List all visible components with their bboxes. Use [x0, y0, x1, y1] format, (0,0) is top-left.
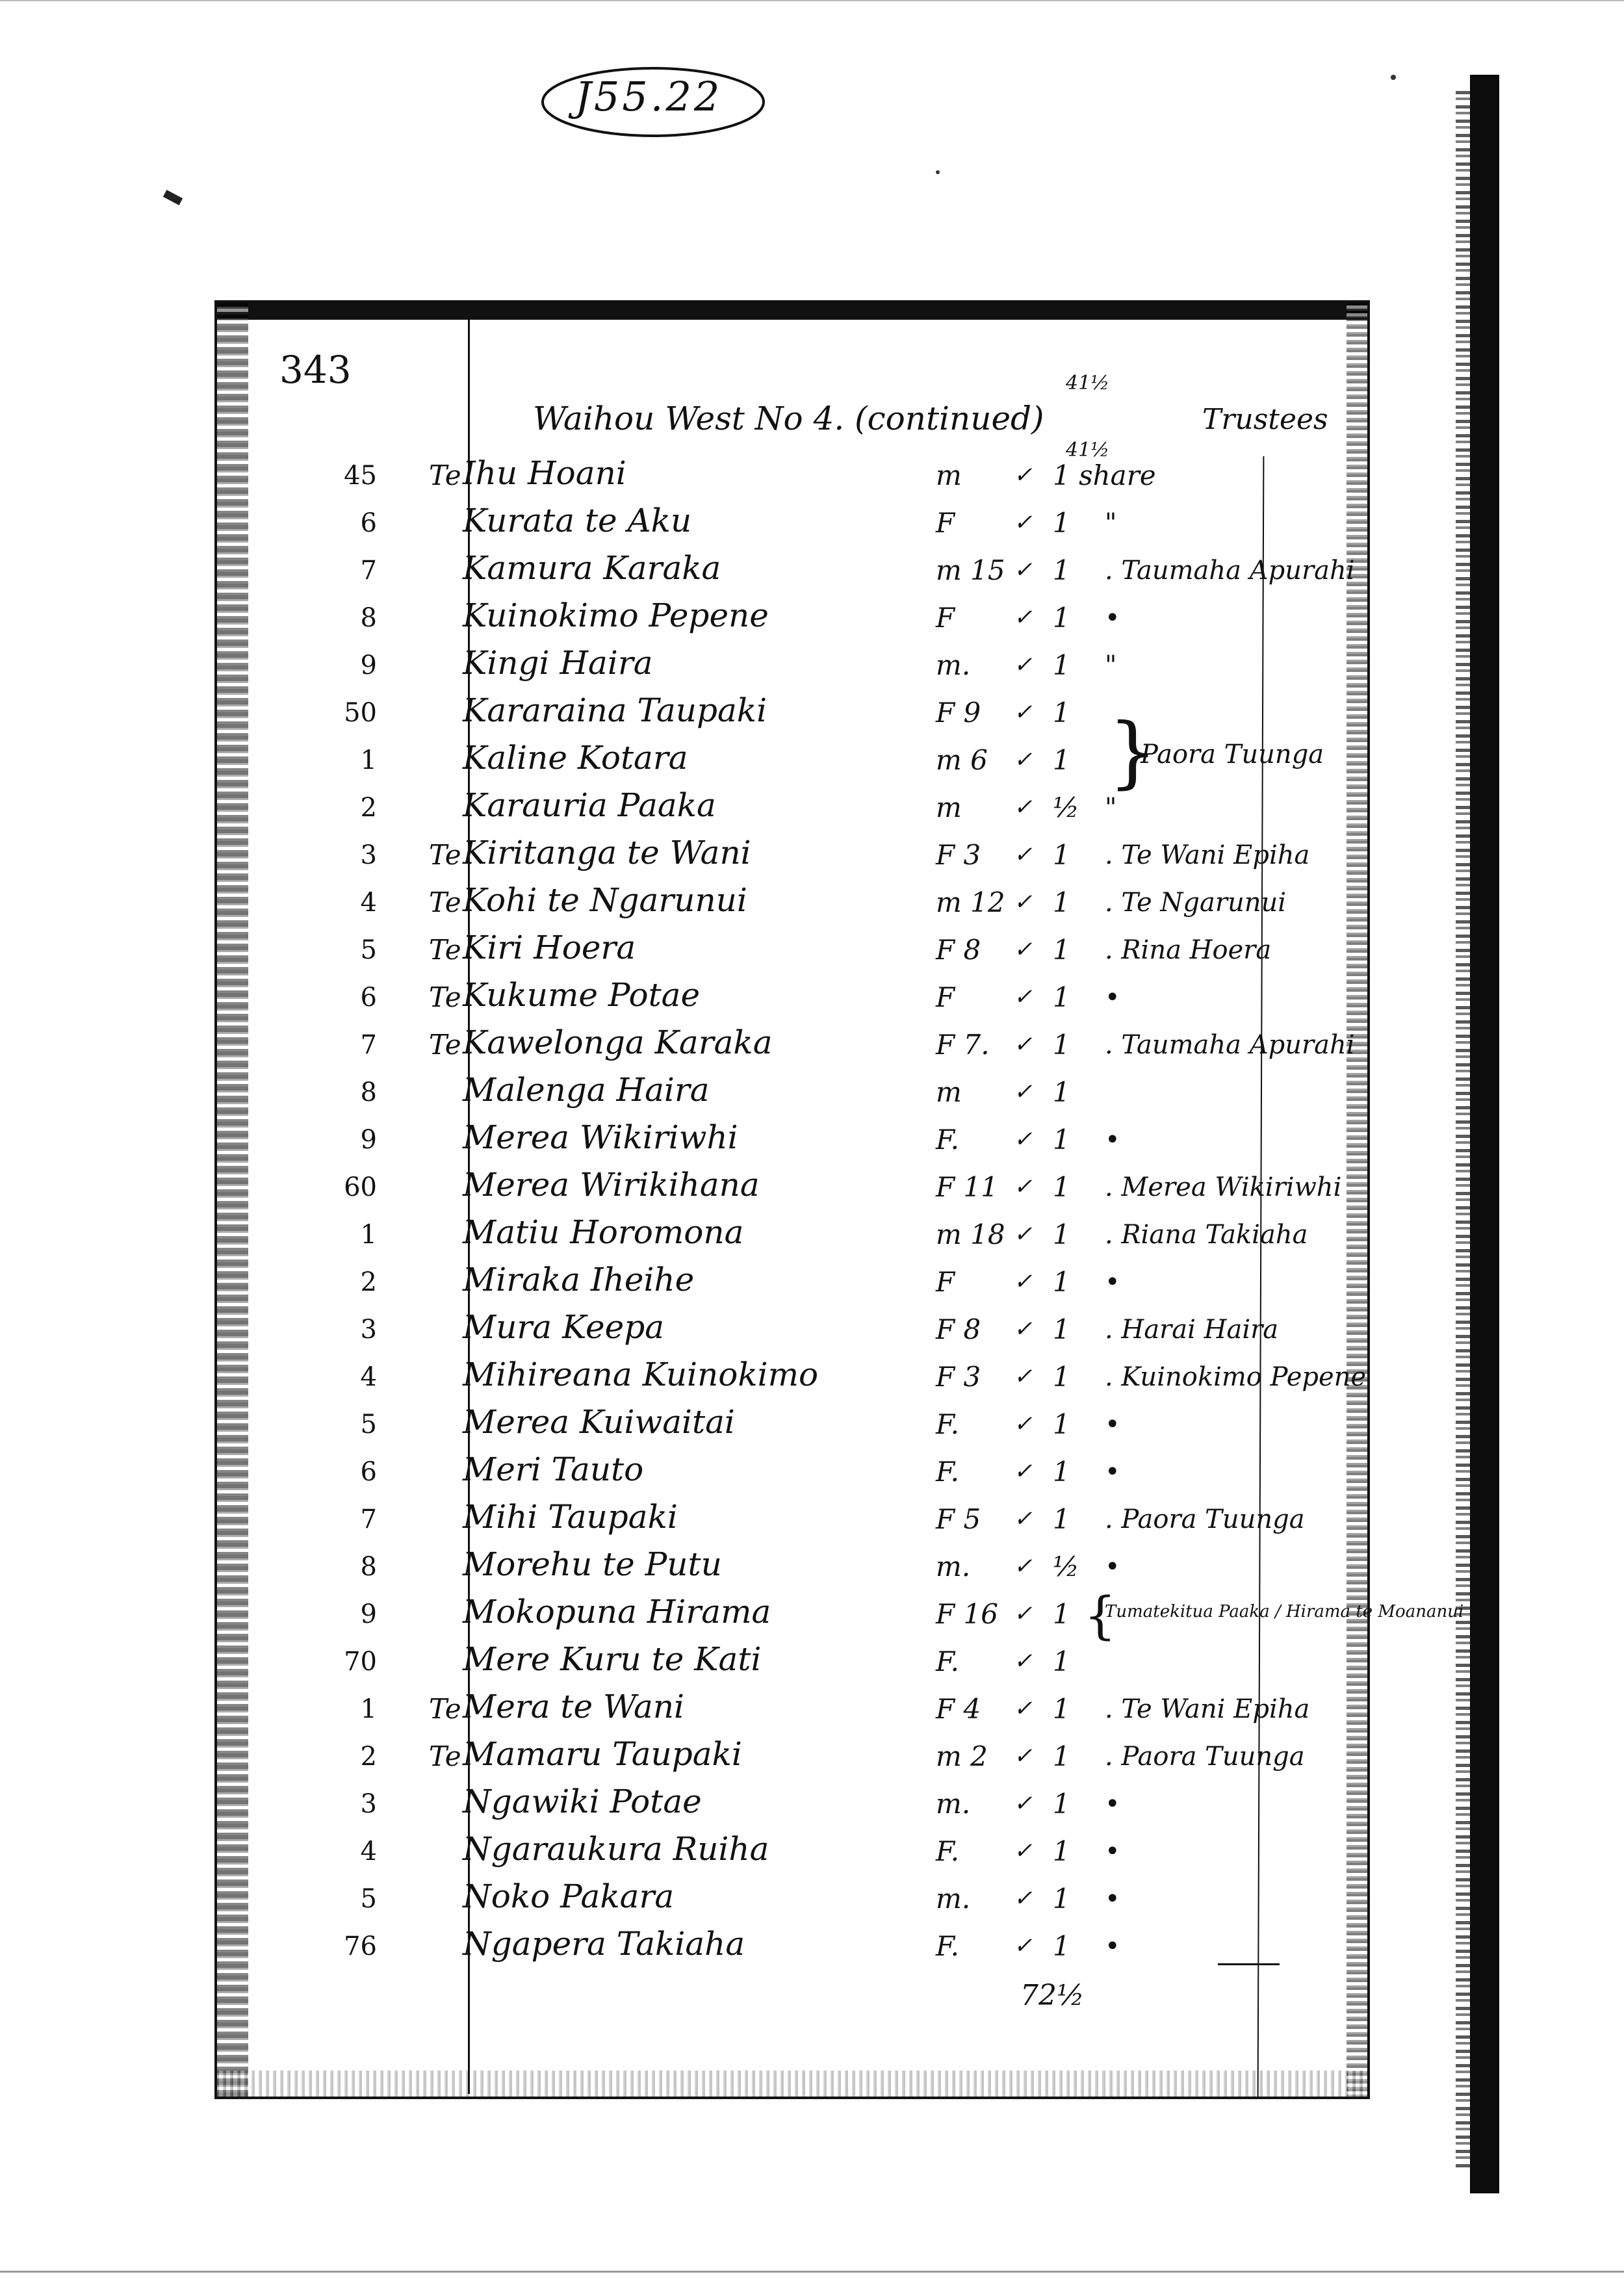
share-value: 1 — [1053, 1408, 1070, 1440]
share-value: 1 — [1053, 1503, 1070, 1535]
check-mark: ✓ — [1014, 1601, 1033, 1627]
owner-name: Malenga Haira — [463, 1071, 710, 1109]
table-row — [0, 879, 1624, 924]
share-value: 1 — [1053, 1456, 1070, 1488]
trustee-name: . Te Ngarunui — [1105, 888, 1287, 918]
name-prefix: Te — [429, 981, 461, 1013]
trustee-name: • — [1105, 983, 1120, 1013]
name-prefix: Te — [429, 1693, 461, 1725]
share-value: 1 — [1053, 1930, 1070, 1962]
sex-age: F 9 — [936, 697, 981, 729]
table-row — [0, 1495, 1624, 1541]
trustee-name: • — [1105, 1267, 1120, 1297]
check-mark: ✓ — [1014, 1933, 1033, 1959]
entry-number: 3 — [360, 1315, 377, 1345]
table-row — [0, 499, 1624, 545]
check-mark: ✓ — [1014, 1790, 1033, 1816]
owner-name: Karauria Paaka — [463, 786, 716, 824]
share-value: 1 — [1053, 1029, 1070, 1061]
table-row — [0, 1590, 1624, 1636]
table-row — [0, 1353, 1624, 1399]
share-value: ½ — [1053, 792, 1079, 823]
sex-age: F 3 — [936, 839, 981, 871]
owner-name: Meri Tauto — [463, 1451, 644, 1488]
scan-top-edge — [0, 0, 1624, 1]
entry-number: 7 — [360, 1030, 377, 1060]
sex-age: F 4 — [936, 1693, 981, 1725]
entry-number: 4 — [360, 1837, 377, 1866]
check-mark: ✓ — [1014, 1126, 1033, 1152]
entry-number: 2 — [360, 1742, 377, 1772]
share-value: 1 — [1053, 1740, 1070, 1772]
owner-name: Ngapera Takiaha — [463, 1925, 745, 1963]
sex-age: F — [936, 981, 955, 1013]
trustee-name: • — [1105, 1125, 1120, 1155]
owner-name: Mamaru Taupaki — [463, 1735, 742, 1773]
sex-age: m — [936, 459, 962, 491]
share-value: 1 — [1053, 1171, 1070, 1203]
sex-age: F 11 — [936, 1171, 998, 1203]
share-value: 1 — [1053, 1124, 1070, 1155]
share-value: ½ — [1053, 1551, 1079, 1582]
trustee-name: . Rina Hoera — [1105, 935, 1272, 965]
entry-number: 1 — [360, 1694, 377, 1724]
entry-number: 4 — [360, 888, 377, 918]
table-row — [0, 1068, 1624, 1114]
owner-name: Mura Keepa — [463, 1308, 665, 1346]
entry-number: 6 — [360, 1457, 377, 1487]
sex-age: F. — [936, 1124, 959, 1155]
check-mark: ✓ — [1014, 1316, 1033, 1342]
entry-number: 70 — [344, 1647, 377, 1677]
trustee-name: . Kuinokimo Pepene — [1105, 1362, 1367, 1392]
trustee-name: . Merea Wikiriwhi — [1105, 1172, 1342, 1202]
share-value: 1 — [1053, 649, 1070, 681]
owner-name: Kurata te Aku — [463, 502, 692, 539]
share-value: 1 — [1053, 1266, 1070, 1298]
owner-name: Merea Kuiwaitai — [463, 1403, 735, 1441]
table-row — [0, 784, 1624, 829]
table-row — [0, 974, 1624, 1019]
share-value: 1 — [1053, 1693, 1070, 1725]
trustee-name: • — [1105, 1931, 1120, 1961]
sex-age: m. — [936, 1788, 971, 1820]
table-row — [0, 1875, 1624, 1920]
entry-number: 76 — [344, 1931, 377, 1961]
sex-age: m 18 — [936, 1219, 1005, 1250]
trustee-name: • — [1105, 1552, 1120, 1582]
table-row — [0, 1258, 1624, 1304]
check-mark: ✓ — [1014, 1648, 1033, 1674]
page-heading: Waihou West No 4. (continued) — [533, 400, 1044, 437]
share-value: 1 — [1053, 1219, 1070, 1250]
table-row — [0, 547, 1624, 592]
share-note-top: 41½ — [1066, 372, 1110, 394]
check-mark: ✓ — [1014, 1553, 1033, 1579]
name-prefix: Te — [429, 1740, 461, 1772]
table-row — [0, 1827, 1624, 1873]
owner-name: Ngaraukura Ruiha — [463, 1830, 769, 1868]
table-row — [0, 736, 1624, 782]
owner-name: Mere Kuru te Kati — [463, 1640, 762, 1678]
share-value: 1 — [1053, 1598, 1070, 1630]
share-value: 1 — [1053, 1076, 1070, 1108]
stray-dot — [936, 170, 940, 174]
owner-name: Ngawiki Potae — [463, 1783, 702, 1820]
check-mark: ✓ — [1014, 1221, 1033, 1247]
table-row — [0, 1543, 1624, 1588]
owner-name: Miraka Iheihe — [463, 1261, 695, 1298]
share-value: 1 — [1053, 697, 1070, 729]
trustees-heading: Trustees — [1202, 403, 1328, 436]
entry-number: 3 — [360, 1789, 377, 1819]
table-row — [0, 452, 1624, 497]
sex-age: F. — [936, 1930, 959, 1962]
sex-age: m. — [936, 1883, 971, 1915]
stray-mark — [163, 190, 183, 205]
name-prefix: Te — [429, 839, 461, 871]
owner-name: Merea Wikiriwhi — [463, 1118, 738, 1156]
check-mark: ✓ — [1014, 604, 1033, 630]
check-mark: ✓ — [1014, 842, 1033, 868]
share-value: 1 — [1053, 934, 1070, 966]
entry-number: 8 — [360, 1078, 377, 1107]
entry-number: 7 — [360, 556, 377, 586]
entry-number: 5 — [360, 1410, 377, 1439]
share-note-sub: 41½ — [1066, 439, 1110, 461]
name-prefix: Te — [429, 1029, 461, 1061]
table-row — [0, 689, 1624, 734]
owner-name: Kuinokimo Pepene — [463, 597, 769, 634]
entry-number: 2 — [360, 1267, 377, 1297]
share-value: 1 — [1053, 1788, 1070, 1820]
trustee-name: " — [1105, 651, 1117, 680]
check-mark: ✓ — [1014, 889, 1033, 915]
table-row — [0, 1733, 1624, 1778]
owner-name: Mokopuna Hirama — [463, 1593, 771, 1631]
trustee-name: . Paora Tuunga — [1105, 1742, 1305, 1772]
stray-dot — [1391, 75, 1396, 80]
trustee-name: . Te Wani Epiha — [1105, 1694, 1310, 1724]
share-value: 1 — [1053, 1646, 1070, 1677]
sex-age: m — [936, 1076, 962, 1108]
share-value: 1 — [1053, 1835, 1070, 1867]
owner-name: Kiritanga te Wani — [463, 834, 751, 871]
page-number: 343 — [279, 348, 352, 392]
entry-number: 2 — [360, 793, 377, 823]
sex-age: F 16 — [936, 1598, 998, 1630]
entry-number: 8 — [360, 1552, 377, 1582]
table-row — [0, 1922, 1624, 1968]
sex-age: F 3 — [936, 1361, 981, 1393]
check-mark: ✓ — [1014, 1506, 1033, 1532]
trustee-brace: } — [1108, 707, 1158, 797]
entry-number: 45 — [344, 461, 377, 491]
table-row — [0, 1448, 1624, 1493]
check-mark: ✓ — [1014, 794, 1033, 820]
check-mark: ✓ — [1014, 1079, 1033, 1105]
table-row — [0, 1401, 1624, 1446]
trustee-name: • — [1105, 1457, 1120, 1487]
check-mark: ✓ — [1014, 510, 1033, 536]
check-mark: ✓ — [1014, 1696, 1033, 1722]
trustee-name: Tumatekitua Paaka / Hirama te Moananui — [1105, 1602, 1464, 1621]
name-prefix: Te — [429, 886, 461, 918]
trustee-name: . Paora Tuunga — [1105, 1504, 1305, 1534]
scan-bottom-edge — [0, 2271, 1624, 2273]
trustee-name: . Taumaha Apurahi — [1105, 1030, 1355, 1060]
owner-name: Mera te Wani — [463, 1688, 685, 1725]
entry-number: 6 — [360, 508, 377, 538]
owner-name: Kaline Kotara — [463, 739, 688, 777]
owner-name: Morehu te Putu — [463, 1545, 722, 1583]
trustee-name: • — [1105, 603, 1120, 633]
ledger-top-border — [217, 303, 1367, 320]
sex-age: F. — [936, 1408, 959, 1440]
check-mark: ✓ — [1014, 1458, 1033, 1484]
entry-number: 60 — [344, 1172, 377, 1202]
sex-age: F — [936, 1266, 955, 1298]
owner-name: Noko Pakara — [463, 1878, 675, 1915]
check-mark: ✓ — [1014, 1269, 1033, 1295]
owner-name: Matiu Horomona — [463, 1213, 744, 1251]
trustee-name: • — [1105, 1837, 1120, 1866]
sex-age: m. — [936, 649, 971, 681]
share-total: 72½ — [1020, 1979, 1085, 2012]
table-row — [0, 594, 1624, 639]
sex-age: F. — [936, 1646, 959, 1677]
owner-name: Kingi Haira — [463, 644, 653, 682]
share-value: 1 — [1053, 886, 1070, 918]
owner-name: Kohi te Ngarunui — [463, 881, 747, 919]
trustee-name: • — [1105, 1884, 1120, 1914]
owner-name: Mihi Taupaki — [463, 1498, 678, 1536]
sex-age: m. — [936, 1551, 971, 1582]
sex-age: F 8 — [936, 1313, 981, 1345]
check-mark: ✓ — [1014, 1031, 1033, 1057]
share-value: 1 share — [1053, 459, 1156, 491]
entry-number: 4 — [360, 1362, 377, 1392]
brace-trustee-label: Paora Tuunga — [1141, 740, 1324, 769]
table-row — [0, 831, 1624, 877]
name-prefix: Te — [429, 459, 461, 491]
entry-number: 1 — [360, 745, 377, 775]
entry-number: 5 — [360, 935, 377, 965]
owner-name: Kararaina Taupaki — [463, 691, 767, 729]
table-row — [0, 1638, 1624, 1683]
entry-number: 9 — [360, 651, 377, 680]
entry-number: 9 — [360, 1125, 377, 1155]
table-row — [0, 926, 1624, 972]
check-mark: ✓ — [1014, 462, 1033, 488]
share-value: 1 — [1053, 602, 1070, 634]
share-value: 1 — [1053, 1313, 1070, 1345]
check-mark: ✓ — [1014, 1174, 1033, 1200]
sex-age: m — [936, 792, 962, 823]
check-mark: ✓ — [1014, 652, 1033, 678]
sex-age: F 7. — [936, 1029, 990, 1061]
table-row — [0, 1211, 1624, 1256]
check-mark: ✓ — [1014, 699, 1033, 725]
trustee-name: " — [1105, 508, 1117, 538]
trustee-name: " — [1105, 793, 1117, 823]
check-mark: ✓ — [1014, 984, 1033, 1010]
owner-name: Kukume Potae — [463, 976, 701, 1014]
reference-number: J55.22 — [575, 73, 723, 120]
trustee-name: . Riana Takiaha — [1105, 1220, 1308, 1250]
share-value: 1 — [1053, 1883, 1070, 1915]
entry-number: 1 — [360, 1220, 377, 1250]
share-value: 1 — [1053, 507, 1070, 539]
share-value: 1 — [1053, 1361, 1070, 1393]
table-row — [0, 1780, 1624, 1826]
entry-number: 5 — [360, 1884, 377, 1914]
sex-age: F — [936, 507, 955, 539]
owner-name: Kamura Karaka — [463, 549, 721, 587]
owner-name: Ihu Hoani — [463, 454, 626, 492]
check-mark: ✓ — [1014, 1885, 1033, 1911]
sex-age: m 2 — [936, 1740, 988, 1772]
share-value: 1 — [1053, 554, 1070, 586]
owner-name: Kawelonga Karaka — [463, 1024, 773, 1061]
trustee-brace-small: { — [1084, 1587, 1116, 1646]
ledger-bottom-noise — [217, 2071, 1367, 2097]
table-row — [0, 1306, 1624, 1351]
owner-name: Merea Wirikihana — [463, 1166, 760, 1204]
table-row — [0, 1163, 1624, 1209]
sex-age: m 12 — [936, 886, 1005, 918]
entry-number: 6 — [360, 983, 377, 1013]
entry-number: 7 — [360, 1504, 377, 1534]
entry-number: 9 — [360, 1599, 377, 1629]
trustee-name: . Taumaha Apurahi — [1105, 556, 1355, 586]
trustee-name: • — [1105, 1789, 1120, 1819]
check-mark: ✓ — [1014, 936, 1033, 962]
trustee-name: . Harai Haira — [1105, 1315, 1279, 1345]
check-mark: ✓ — [1014, 1838, 1033, 1864]
sex-age: F. — [936, 1835, 959, 1867]
sex-age: m 6 — [936, 744, 988, 776]
name-prefix: Te — [429, 934, 461, 966]
entry-number: 3 — [360, 840, 377, 870]
owner-name: Mihireana Kuinokimo — [463, 1356, 819, 1393]
sex-age: m 15 — [936, 554, 1005, 586]
check-mark: ✓ — [1014, 1363, 1033, 1389]
trustee-name: • — [1105, 1410, 1120, 1439]
sex-age: F. — [936, 1456, 959, 1488]
check-mark: ✓ — [1014, 747, 1033, 773]
table-row — [0, 1685, 1624, 1731]
table-row — [0, 641, 1624, 687]
check-mark: ✓ — [1014, 1743, 1033, 1769]
sex-age: F — [936, 602, 955, 634]
trustee-name: . Te Wani Epiha — [1105, 840, 1310, 870]
table-row — [0, 1021, 1624, 1066]
entry-number: 50 — [344, 698, 377, 728]
entry-number: 8 — [360, 603, 377, 633]
owner-name: Kiri Hoera — [463, 929, 636, 966]
check-mark: ✓ — [1014, 557, 1033, 583]
share-value: 1 — [1053, 744, 1070, 776]
sex-age: F 5 — [936, 1503, 981, 1535]
check-mark: ✓ — [1014, 1411, 1033, 1437]
table-row — [0, 1116, 1624, 1161]
sex-age: F 8 — [936, 934, 981, 966]
share-value: 1 — [1053, 839, 1070, 871]
share-value: 1 — [1053, 981, 1070, 1013]
